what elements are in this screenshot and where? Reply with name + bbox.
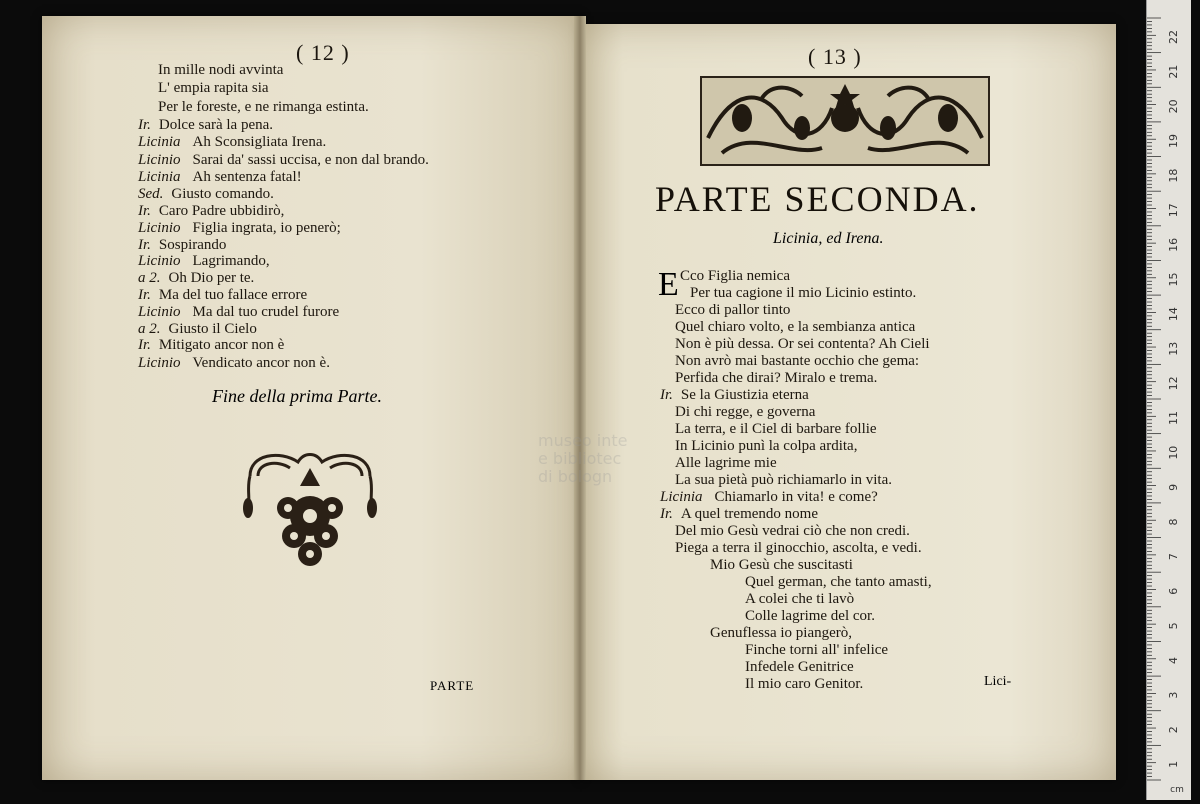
speaker-name: Licinia [138, 134, 181, 150]
verse-text: Giusto comando. [171, 186, 274, 202]
text-line [158, 62, 283, 79]
flower-ornament-icon [240, 446, 380, 576]
book-gutter [574, 16, 586, 780]
ruler-number: 6 [1167, 587, 1180, 595]
text-line [675, 455, 777, 472]
verse-text: Se la Giustizia eterna [680, 387, 809, 403]
speaker-name: Ir. [660, 506, 673, 522]
left-catchword: PARTE [430, 678, 475, 693]
verse-text: Non è più dessa. Or sei contenta? Ah Cieli [675, 336, 930, 352]
text-line [675, 421, 877, 438]
text-line [138, 337, 284, 354]
verse-text: Genuflessa io piangerò, [710, 625, 853, 641]
text-line [138, 169, 302, 186]
verse-text: Cco Figlia nemica [680, 268, 790, 284]
text-line [680, 268, 790, 285]
ruler-number: 14 [1167, 307, 1180, 322]
text-line [138, 152, 429, 169]
text-line [138, 304, 339, 321]
verse-text: Il mio caro Genitor. [745, 676, 864, 692]
speaker-name: Licinio [138, 253, 181, 269]
text-line [660, 387, 809, 404]
verse-text: Colle lagrime del cor. [745, 608, 875, 624]
text-line [675, 336, 930, 353]
ruler-number: 1 [1167, 760, 1180, 768]
ruler-number: 9 [1167, 483, 1180, 491]
ruler-number: 7 [1167, 553, 1180, 561]
text-line [138, 287, 307, 304]
section-heading: PARTE SECONDA. [655, 179, 980, 219]
verse-text: Mio Gesù che suscitasti [710, 557, 853, 573]
text-line [675, 370, 877, 387]
speaker-name: Licinio [138, 220, 181, 236]
verse-text: Chiamarlo in vita! e come? [714, 489, 878, 505]
text-line [675, 302, 790, 319]
verse-text: Ecco di pallor tinto [675, 302, 791, 318]
ruler-number: 4 [1167, 657, 1180, 665]
text-line [138, 186, 274, 203]
verse-text: Del mio Gesù vedrai ciò che non credi. [675, 523, 910, 539]
text-line [138, 203, 284, 220]
text-line [138, 355, 330, 372]
ruler-unit: cm [1170, 785, 1184, 795]
verse-text: Ma dal tuo crudel furore [192, 304, 340, 320]
text-line [745, 676, 863, 693]
museum-watermark [538, 432, 627, 486]
text-line [138, 117, 273, 134]
verse-text: Sarai da' sassi uccisa, e non dal brando. [192, 152, 429, 168]
verse-text: Alle lagrime mie [675, 455, 777, 471]
speaker-name: Licinia [660, 489, 703, 505]
ruler-number: 10 [1167, 445, 1180, 460]
ruler-number: 19 [1167, 133, 1180, 148]
watermark-line: e bibliotec [538, 449, 622, 468]
right-catchword: Lici- [984, 674, 1012, 689]
speaker-name: a 2. [138, 321, 161, 337]
verse-text: Piega a terra il ginocchio, ascolta, e vedi. [675, 540, 922, 556]
watermark-line: di bologn [538, 467, 613, 486]
speaker-name: Ir. [138, 203, 151, 219]
verse-text: Quel german, che tanto amasti, [745, 574, 932, 590]
text-line [660, 489, 878, 506]
verse-text: Oh Dio per te. [168, 270, 255, 286]
verse-text: Infedele Genitrice [745, 659, 854, 675]
ruler-number: 16 [1167, 237, 1180, 252]
text-line [745, 642, 888, 659]
verse-text: L' empia rapita sia [158, 80, 269, 96]
text-line [675, 540, 922, 557]
text-line [675, 523, 910, 540]
text-line [138, 237, 226, 254]
speaker-name: Licinio [138, 355, 181, 371]
drop-cap: E [658, 266, 679, 303]
text-line [138, 220, 341, 237]
ruler-number: 2 [1167, 726, 1180, 734]
speaker-name: Ir. [138, 337, 151, 353]
verse-text: Finche torni all' infelice [745, 642, 889, 658]
text-line [138, 134, 326, 151]
text-line [660, 506, 818, 523]
speaker-name: Ir. [138, 117, 151, 133]
text-line [158, 99, 369, 116]
verse-text: Perfida che dirai? Miralo e trema. [675, 370, 878, 386]
ruler-number: 15 [1167, 272, 1180, 287]
speaker-name: Licinio [138, 152, 181, 168]
text-line [710, 557, 853, 574]
ruler-number: 13 [1167, 341, 1180, 356]
measuring-ruler [1146, 0, 1191, 800]
verse-text: Caro Padre ubbidirò, [158, 203, 285, 219]
speaker-name: Ir. [660, 387, 673, 403]
ruler-number: 20 [1167, 99, 1180, 114]
verse-text: Per le foreste, e ne rimanga estinta. [158, 99, 369, 115]
text-line [745, 659, 854, 676]
verse-text: In Licinio punì la colpa ardita, [675, 438, 858, 454]
text-line [138, 270, 254, 287]
right-page-number: ( 13 ) [808, 44, 862, 69]
text-line [745, 591, 854, 608]
verse-text: A colei che ti lavò [745, 591, 855, 607]
ruler-number: 8 [1167, 518, 1180, 526]
text-line [675, 404, 815, 421]
text-line [138, 321, 257, 338]
speaker-name: a 2. [138, 270, 161, 286]
text-line [690, 285, 916, 302]
verse-text: Sospirando [158, 237, 227, 253]
verse-text: In mille nodi avvinta [158, 62, 284, 78]
headband-ornament [700, 76, 990, 166]
speaker-name: Sed. [138, 186, 164, 202]
text-line [675, 438, 857, 455]
verse-text: Dolce sarà la pena. [158, 117, 274, 133]
verse-text: Ah sentenza fatal! [192, 169, 302, 185]
text-line [138, 253, 270, 270]
speaker-name: Licinio [138, 304, 181, 320]
ruler-number: 21 [1167, 64, 1180, 79]
verse-text: Vendicato ancor non è. [192, 355, 330, 371]
verse-text: Mitigato ancor non è [158, 337, 285, 353]
verse-text: Di chi regge, e governa [675, 404, 816, 420]
verse-text: Per tua cagione il mio Licinio estinto. [690, 285, 917, 301]
verse-text: Figlia ingrata, io penerò; [192, 220, 341, 236]
speaker-name: Ir. [138, 237, 151, 253]
verse-text: Quel chiaro volto, e la sembianza antica [675, 319, 916, 335]
ruler-number: 18 [1167, 168, 1180, 183]
text-line [675, 319, 915, 336]
verse-text: Ma del tuo fallace errore [158, 287, 308, 303]
ruler-number: 22 [1167, 30, 1180, 45]
ruler-number: 17 [1167, 203, 1180, 218]
text-line [710, 625, 852, 642]
verse-text: La terra, e il Ciel di barbare follie [675, 421, 877, 437]
end-of-part-label: Fine della prima Parte. [212, 386, 382, 406]
verse-text: Lagrimando, [192, 253, 270, 269]
foliage-ornament-icon [702, 78, 988, 164]
verse-text: Giusto il Cielo [168, 321, 257, 337]
ruler-number: 12 [1167, 376, 1180, 391]
text-line [745, 574, 932, 591]
speaker-name: Ir. [138, 287, 151, 303]
characters-subheading: Licinia, ed Irena. [773, 230, 884, 247]
ruler-number: 5 [1167, 622, 1180, 630]
text-line [675, 353, 919, 370]
verse-text: Ah Sconsigliata Irena. [192, 134, 327, 150]
speaker-name: Licinia [138, 169, 181, 185]
ruler-scale [1147, 0, 1191, 800]
verse-text: A quel tremendo nome [680, 506, 818, 522]
verse-text: La sua pietà può richiamarlo in vita. [675, 472, 893, 488]
text-line [158, 80, 269, 97]
ruler-number: 11 [1167, 411, 1180, 426]
watermark-line: museo inte [538, 431, 628, 450]
text-line [675, 472, 892, 489]
left-page-number: ( 12 ) [296, 40, 350, 65]
text-line [745, 608, 875, 625]
verse-text: Non avrò mai bastante occhio che gema: [675, 353, 920, 369]
ruler-number: 3 [1167, 691, 1180, 699]
